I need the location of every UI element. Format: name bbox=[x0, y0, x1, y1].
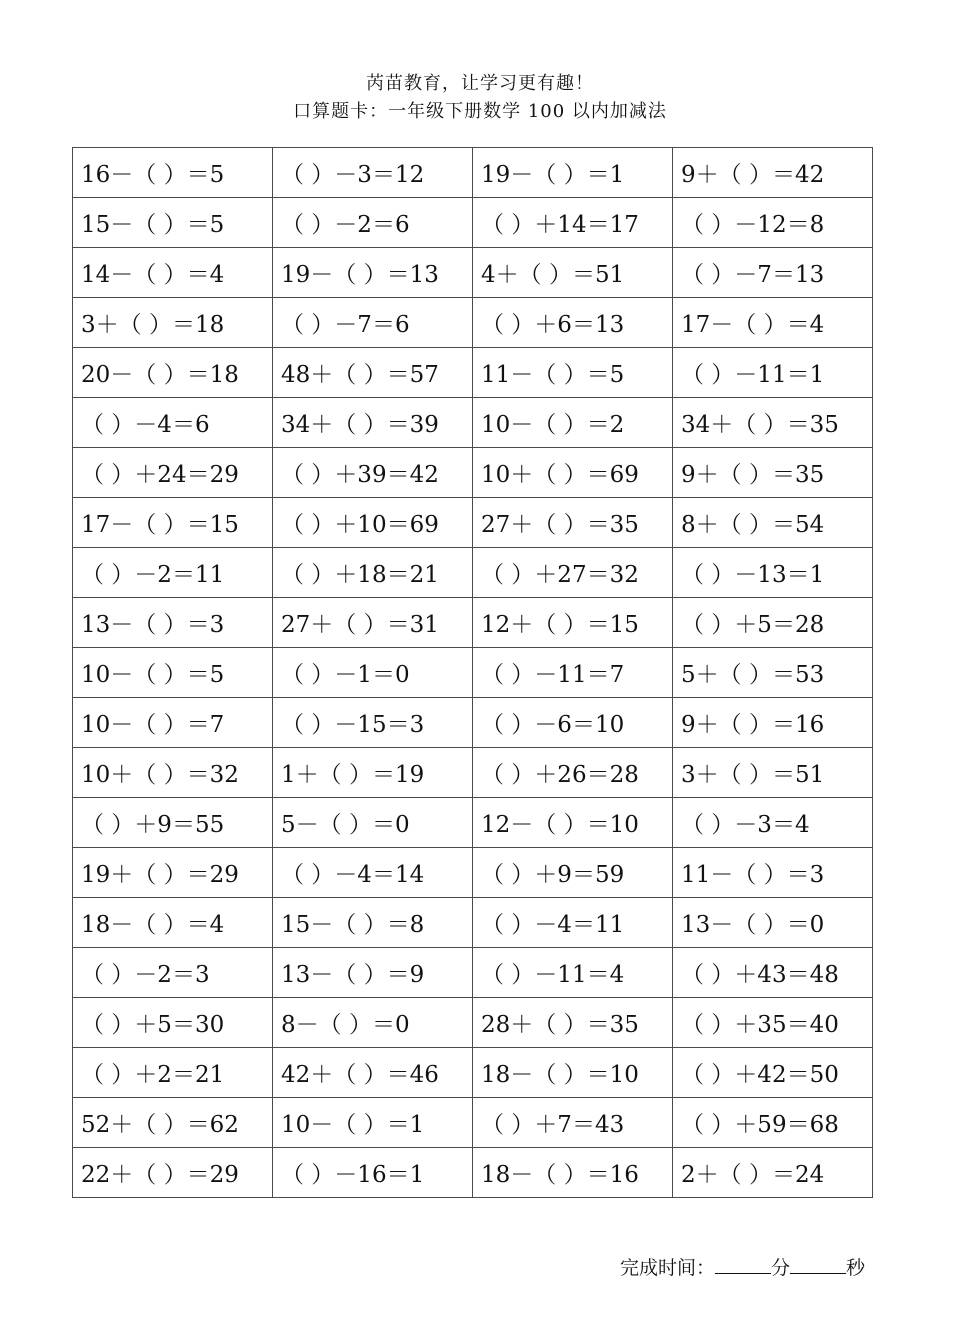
problem-cell: （ ）＋2＝21 bbox=[73, 1048, 273, 1098]
problem-cell: （ ）－4＝11 bbox=[473, 898, 673, 948]
minutes-unit: 分 bbox=[771, 1257, 791, 1279]
problem-cell: 27＋（ ）＝31 bbox=[273, 598, 473, 648]
seconds-unit: 秒 bbox=[846, 1257, 866, 1279]
problem-cell: （ ）－12＝8 bbox=[673, 198, 873, 248]
problem-cell: （ ）＋10＝69 bbox=[273, 498, 473, 548]
table-row bbox=[73, 898, 873, 948]
problem-cell: （ ）＋43＝48 bbox=[673, 948, 873, 998]
completion-time-label: 完成时间： bbox=[620, 1257, 716, 1279]
problem-cell: （ ）－2＝6 bbox=[273, 198, 473, 248]
table-row bbox=[73, 298, 873, 348]
table-row bbox=[73, 398, 873, 448]
problem-cell: 34＋（ ）＝35 bbox=[673, 398, 873, 448]
problem-cell: 15－（ ）＝8 bbox=[273, 898, 473, 948]
problem-cell: 19－（ ）＝13 bbox=[273, 248, 473, 298]
problem-cell: 5－（ ）＝0 bbox=[273, 798, 473, 848]
problem-cell: 20－（ ）＝18 bbox=[73, 348, 273, 398]
table-row bbox=[73, 148, 873, 198]
problem-cell: 19＋（ ）＝29 bbox=[73, 848, 273, 898]
problem-cell: （ ）＋5＝28 bbox=[673, 598, 873, 648]
problem-cell: （ ）＋5＝30 bbox=[73, 998, 273, 1048]
page-header bbox=[0, 70, 960, 126]
problem-cell: 19－（ ）＝1 bbox=[473, 148, 673, 198]
problem-cell: 17－（ ）＝15 bbox=[73, 498, 273, 548]
problem-cell: 10＋（ ）＝69 bbox=[473, 448, 673, 498]
problem-cell: （ ）－13＝1 bbox=[673, 548, 873, 598]
table-row bbox=[73, 548, 873, 598]
problem-cell: （ ）－2＝11 bbox=[73, 548, 273, 598]
problem-cell: 14－（ ）＝4 bbox=[73, 248, 273, 298]
problem-cell: 9＋（ ）＝35 bbox=[673, 448, 873, 498]
table-row bbox=[73, 348, 873, 398]
table-row bbox=[73, 1048, 873, 1098]
problem-cell: 52＋（ ）＝62 bbox=[73, 1098, 273, 1148]
completion-time bbox=[620, 1253, 865, 1280]
problem-cell: （ ）＋39＝42 bbox=[273, 448, 473, 498]
problem-cell: （ ）－16＝1 bbox=[273, 1148, 473, 1198]
problem-cell: （ ）＋7＝43 bbox=[473, 1098, 673, 1148]
table-row bbox=[73, 248, 873, 298]
problem-cell: 28＋（ ）＝35 bbox=[473, 998, 673, 1048]
table-row bbox=[73, 848, 873, 898]
problem-cell: （ ）＋42＝50 bbox=[673, 1048, 873, 1098]
problem-cell: （ ）－7＝6 bbox=[273, 298, 473, 348]
problem-cell: 27＋（ ）＝35 bbox=[473, 498, 673, 548]
problem-cell: （ ）－3＝12 bbox=[273, 148, 473, 198]
problem-cell: 11－（ ）＝5 bbox=[473, 348, 673, 398]
problem-cell: 17－（ ）＝4 bbox=[673, 298, 873, 348]
seconds-blank bbox=[790, 1255, 846, 1274]
problem-cell: （ ）＋9＝55 bbox=[73, 798, 273, 848]
problem-cell: 3＋（ ）＝18 bbox=[73, 298, 273, 348]
problem-cell: 8＋（ ）＝54 bbox=[673, 498, 873, 548]
table-row bbox=[73, 798, 873, 848]
problem-cell: （ ）－3＝4 bbox=[673, 798, 873, 848]
problem-cell: （ ）＋26＝28 bbox=[473, 748, 673, 798]
table-row bbox=[73, 1148, 873, 1198]
problem-cell: 3＋（ ）＝51 bbox=[673, 748, 873, 798]
header-slogan: 芮苗教育，让学习更有趣！ bbox=[366, 73, 594, 94]
problem-cell: （ ）－4＝6 bbox=[73, 398, 273, 448]
problem-cell: 18－（ ）＝10 bbox=[473, 1048, 673, 1098]
problem-cell: （ ）－2＝3 bbox=[73, 948, 273, 998]
problem-cell: 8－（ ）＝0 bbox=[273, 998, 473, 1048]
problem-cell: （ ）－7＝13 bbox=[673, 248, 873, 298]
problem-cell: （ ）－11＝4 bbox=[473, 948, 673, 998]
problem-cell: 2＋（ ）＝24 bbox=[673, 1148, 873, 1198]
problem-cell: 10－（ ）＝5 bbox=[73, 648, 273, 698]
problem-cell: 15－（ ）＝5 bbox=[73, 198, 273, 248]
arithmetic-table bbox=[72, 147, 873, 1198]
problem-cell: 4＋（ ）＝51 bbox=[473, 248, 673, 298]
problem-cell: 10－（ ）＝2 bbox=[473, 398, 673, 448]
problem-cell: （ ）＋9＝59 bbox=[473, 848, 673, 898]
problem-cell: （ ）＋18＝21 bbox=[273, 548, 473, 598]
problem-cell: （ ）＋27＝32 bbox=[473, 548, 673, 598]
problem-cell: 42＋（ ）＝46 bbox=[273, 1048, 473, 1098]
table-row bbox=[73, 948, 873, 998]
table-row bbox=[73, 1098, 873, 1148]
problem-cell: 9＋（ ）＝42 bbox=[673, 148, 873, 198]
problem-cell: 11－（ ）＝3 bbox=[673, 848, 873, 898]
problem-cell: （ ）－6＝10 bbox=[473, 698, 673, 748]
problem-cell: 22＋（ ）＝29 bbox=[73, 1148, 273, 1198]
arithmetic-table-body bbox=[73, 148, 873, 1198]
problem-cell: 16－（ ）＝5 bbox=[73, 148, 273, 198]
table-row bbox=[73, 648, 873, 698]
problem-cell: 13－（ ）＝3 bbox=[73, 598, 273, 648]
problem-cell: 12＋（ ）＝15 bbox=[473, 598, 673, 648]
problem-cell: （ ）－4＝14 bbox=[273, 848, 473, 898]
problem-cell: （ ）－11＝1 bbox=[673, 348, 873, 398]
problem-cell: （ ）＋14＝17 bbox=[473, 198, 673, 248]
table-row bbox=[73, 448, 873, 498]
problem-cell: 5＋（ ）＝53 bbox=[673, 648, 873, 698]
table-row bbox=[73, 998, 873, 1048]
problem-cell: （ ）＋24＝29 bbox=[73, 448, 273, 498]
problem-cell: 1＋（ ）＝19 bbox=[273, 748, 473, 798]
table-row bbox=[73, 498, 873, 548]
table-row bbox=[73, 598, 873, 648]
problem-cell: 13－（ ）＝0 bbox=[673, 898, 873, 948]
minutes-blank bbox=[715, 1255, 771, 1274]
problem-cell: 10－（ ）＝1 bbox=[273, 1098, 473, 1148]
problem-cell: 18－（ ）＝4 bbox=[73, 898, 273, 948]
problem-cell: 34＋（ ）＝39 bbox=[273, 398, 473, 448]
problem-cell: （ ）＋35＝40 bbox=[673, 998, 873, 1048]
problem-cell: （ ）－1＝0 bbox=[273, 648, 473, 698]
problem-cell: 13－（ ）＝9 bbox=[273, 948, 473, 998]
table-row bbox=[73, 698, 873, 748]
problem-cell: （ ）＋6＝13 bbox=[473, 298, 673, 348]
problem-cell: （ ）－11＝7 bbox=[473, 648, 673, 698]
problem-cell: 9＋（ ）＝16 bbox=[673, 698, 873, 748]
problem-cell: 12－（ ）＝10 bbox=[473, 798, 673, 848]
problem-cell: （ ）－15＝3 bbox=[273, 698, 473, 748]
table-row bbox=[73, 198, 873, 248]
table-row bbox=[73, 748, 873, 798]
problem-cell: （ ）＋59＝68 bbox=[673, 1098, 873, 1148]
header-title: 口算题卡：一年级下册数学 100 以内加减法 bbox=[293, 101, 667, 122]
problem-cell: 10＋（ ）＝32 bbox=[73, 748, 273, 798]
problem-cell: 48＋（ ）＝57 bbox=[273, 348, 473, 398]
problem-cell: 18－（ ）＝16 bbox=[473, 1148, 673, 1198]
problem-cell: 10－（ ）＝7 bbox=[73, 698, 273, 748]
